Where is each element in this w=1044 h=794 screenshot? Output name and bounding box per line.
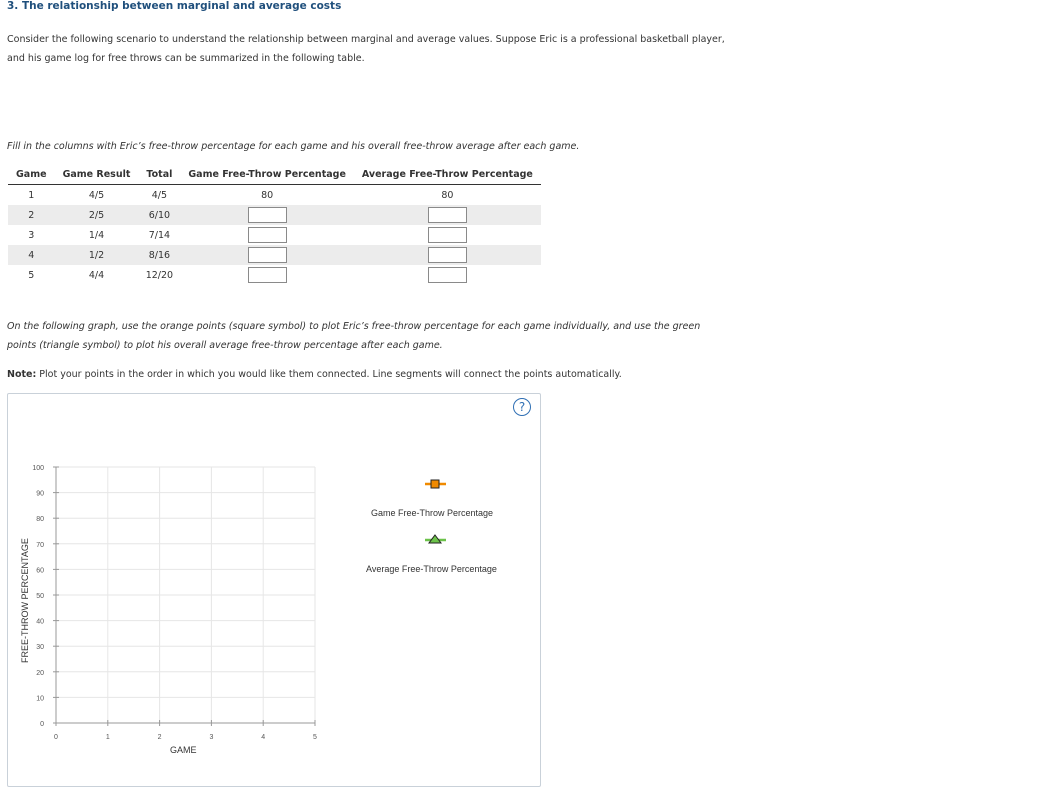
cell-total: 8/16 (138, 245, 180, 265)
y-tick-label: 90 (36, 490, 44, 498)
graph-panel[interactable] (7, 393, 541, 787)
table-row (8, 205, 541, 225)
cell-result: 4/5 (88, 189, 105, 201)
x-tick-label: 1 (105, 734, 110, 741)
x-tick-label: 2 (157, 734, 162, 741)
cell-game: 1 (28, 189, 35, 201)
y-tick-label: 50 (36, 593, 44, 600)
table-row (8, 245, 541, 265)
y-tick-label: 60 (36, 567, 44, 575)
table-row (8, 225, 541, 245)
y-tick-label: 70 (36, 541, 44, 549)
game-pct-input-3[interactable] (248, 227, 287, 243)
intro-text-line1: Consider the following scenario to understand the relationship between marginal and average values. Suppose Eric is a professional basketball player, (7, 34, 725, 45)
table-row (8, 265, 541, 285)
y-tick-label: 80 (36, 516, 44, 524)
question-title: 3. The relationship between marginal and average costs (7, 0, 342, 12)
avg-pct-input-5[interactable] (428, 267, 467, 283)
y-tick-label: 100 (32, 465, 44, 472)
legend-game-pct-label: Game Free-Throw Percentage (371, 508, 494, 518)
cell-avg-pct (354, 245, 541, 265)
game-log-table (8, 164, 541, 285)
y-tick-label: 0 (40, 721, 44, 728)
x-tick-label: 0 (54, 734, 58, 741)
header-game-result: Game Result (55, 164, 139, 185)
table-header-row (8, 164, 541, 185)
x-tick-label: 5 (313, 734, 317, 741)
cell-result: 1/2 (55, 245, 139, 265)
note-label: Note: (7, 369, 37, 380)
cell-avg-pct: 80 (441, 189, 454, 201)
cell-game-pct (180, 225, 354, 245)
intro-text-line2: and his game log for free throws can be summarized in the following table. (7, 53, 365, 64)
cell-avg-pct (354, 265, 541, 285)
x-axis-label: GAME (170, 745, 197, 755)
game-pct-input-4[interactable] (248, 247, 287, 263)
cell-result: 1/4 (88, 229, 105, 241)
header-game: Game (8, 164, 55, 185)
cell-total: 6/10 (138, 205, 180, 225)
avg-pct-input-4[interactable] (428, 247, 467, 263)
cell-game-pct (180, 205, 354, 225)
game-pct-input-2[interactable] (248, 207, 287, 223)
avg-pct-input-3[interactable] (428, 227, 467, 243)
graph-instruction-line2: points (triangle symbol) to plot his overall average free-throw percentage after each game. (7, 340, 443, 351)
graph-instruction-line1: On the following graph, use the orange points (square symbol) to plot Eric’s free-throw percentage for each game individually, and use the green (7, 321, 701, 332)
cell-game-pct (180, 265, 354, 285)
cell-avg-pct (354, 205, 541, 225)
cell-avg-pct (354, 225, 541, 245)
header-game-pct: Game Free-Throw Percentage (180, 164, 354, 185)
cell-total: 12/20 (145, 269, 174, 281)
header-avg-pct: Average Free-Throw Percentage (354, 164, 541, 185)
table-row (8, 185, 541, 206)
header-total: Total (138, 164, 180, 185)
cell-game: 2 (8, 205, 55, 225)
x-tick-label: 4 (261, 734, 266, 741)
help-icon[interactable]: ? (513, 398, 531, 416)
avg-pct-input-2[interactable] (428, 207, 467, 223)
game-pct-input-5[interactable] (248, 267, 287, 283)
legend-avg-pct-label: Average Free-Throw Percentage (366, 564, 497, 574)
cell-game-pct (180, 245, 354, 265)
cell-game: 3 (28, 229, 35, 241)
cell-result: 4/4 (88, 269, 105, 281)
note-text: Plot your points in the order in which you would like them connected. Line segments will connect the points automatically. (36, 369, 622, 380)
cell-total: 7/14 (148, 229, 171, 241)
y-tick-label: 10 (36, 695, 44, 703)
y-tick-label: 40 (36, 618, 44, 626)
cell-game: 4 (8, 245, 55, 265)
x-tick-label: 3 (209, 734, 214, 741)
cell-game-pct: 80 (261, 189, 274, 201)
note (7, 365, 622, 384)
y-tick-label: 20 (36, 669, 44, 677)
cell-total: 4/5 (151, 189, 168, 201)
cell-result: 2/5 (55, 205, 139, 225)
y-axis-label: FREE-THROW PERCENTAGE (20, 538, 30, 663)
y-tick-label: 30 (36, 644, 44, 652)
fill-instruction: Fill in the columns with Eric’s free-throw percentage for each game and his overall free-throw average after each game. (7, 141, 580, 152)
cell-game: 5 (28, 269, 35, 281)
